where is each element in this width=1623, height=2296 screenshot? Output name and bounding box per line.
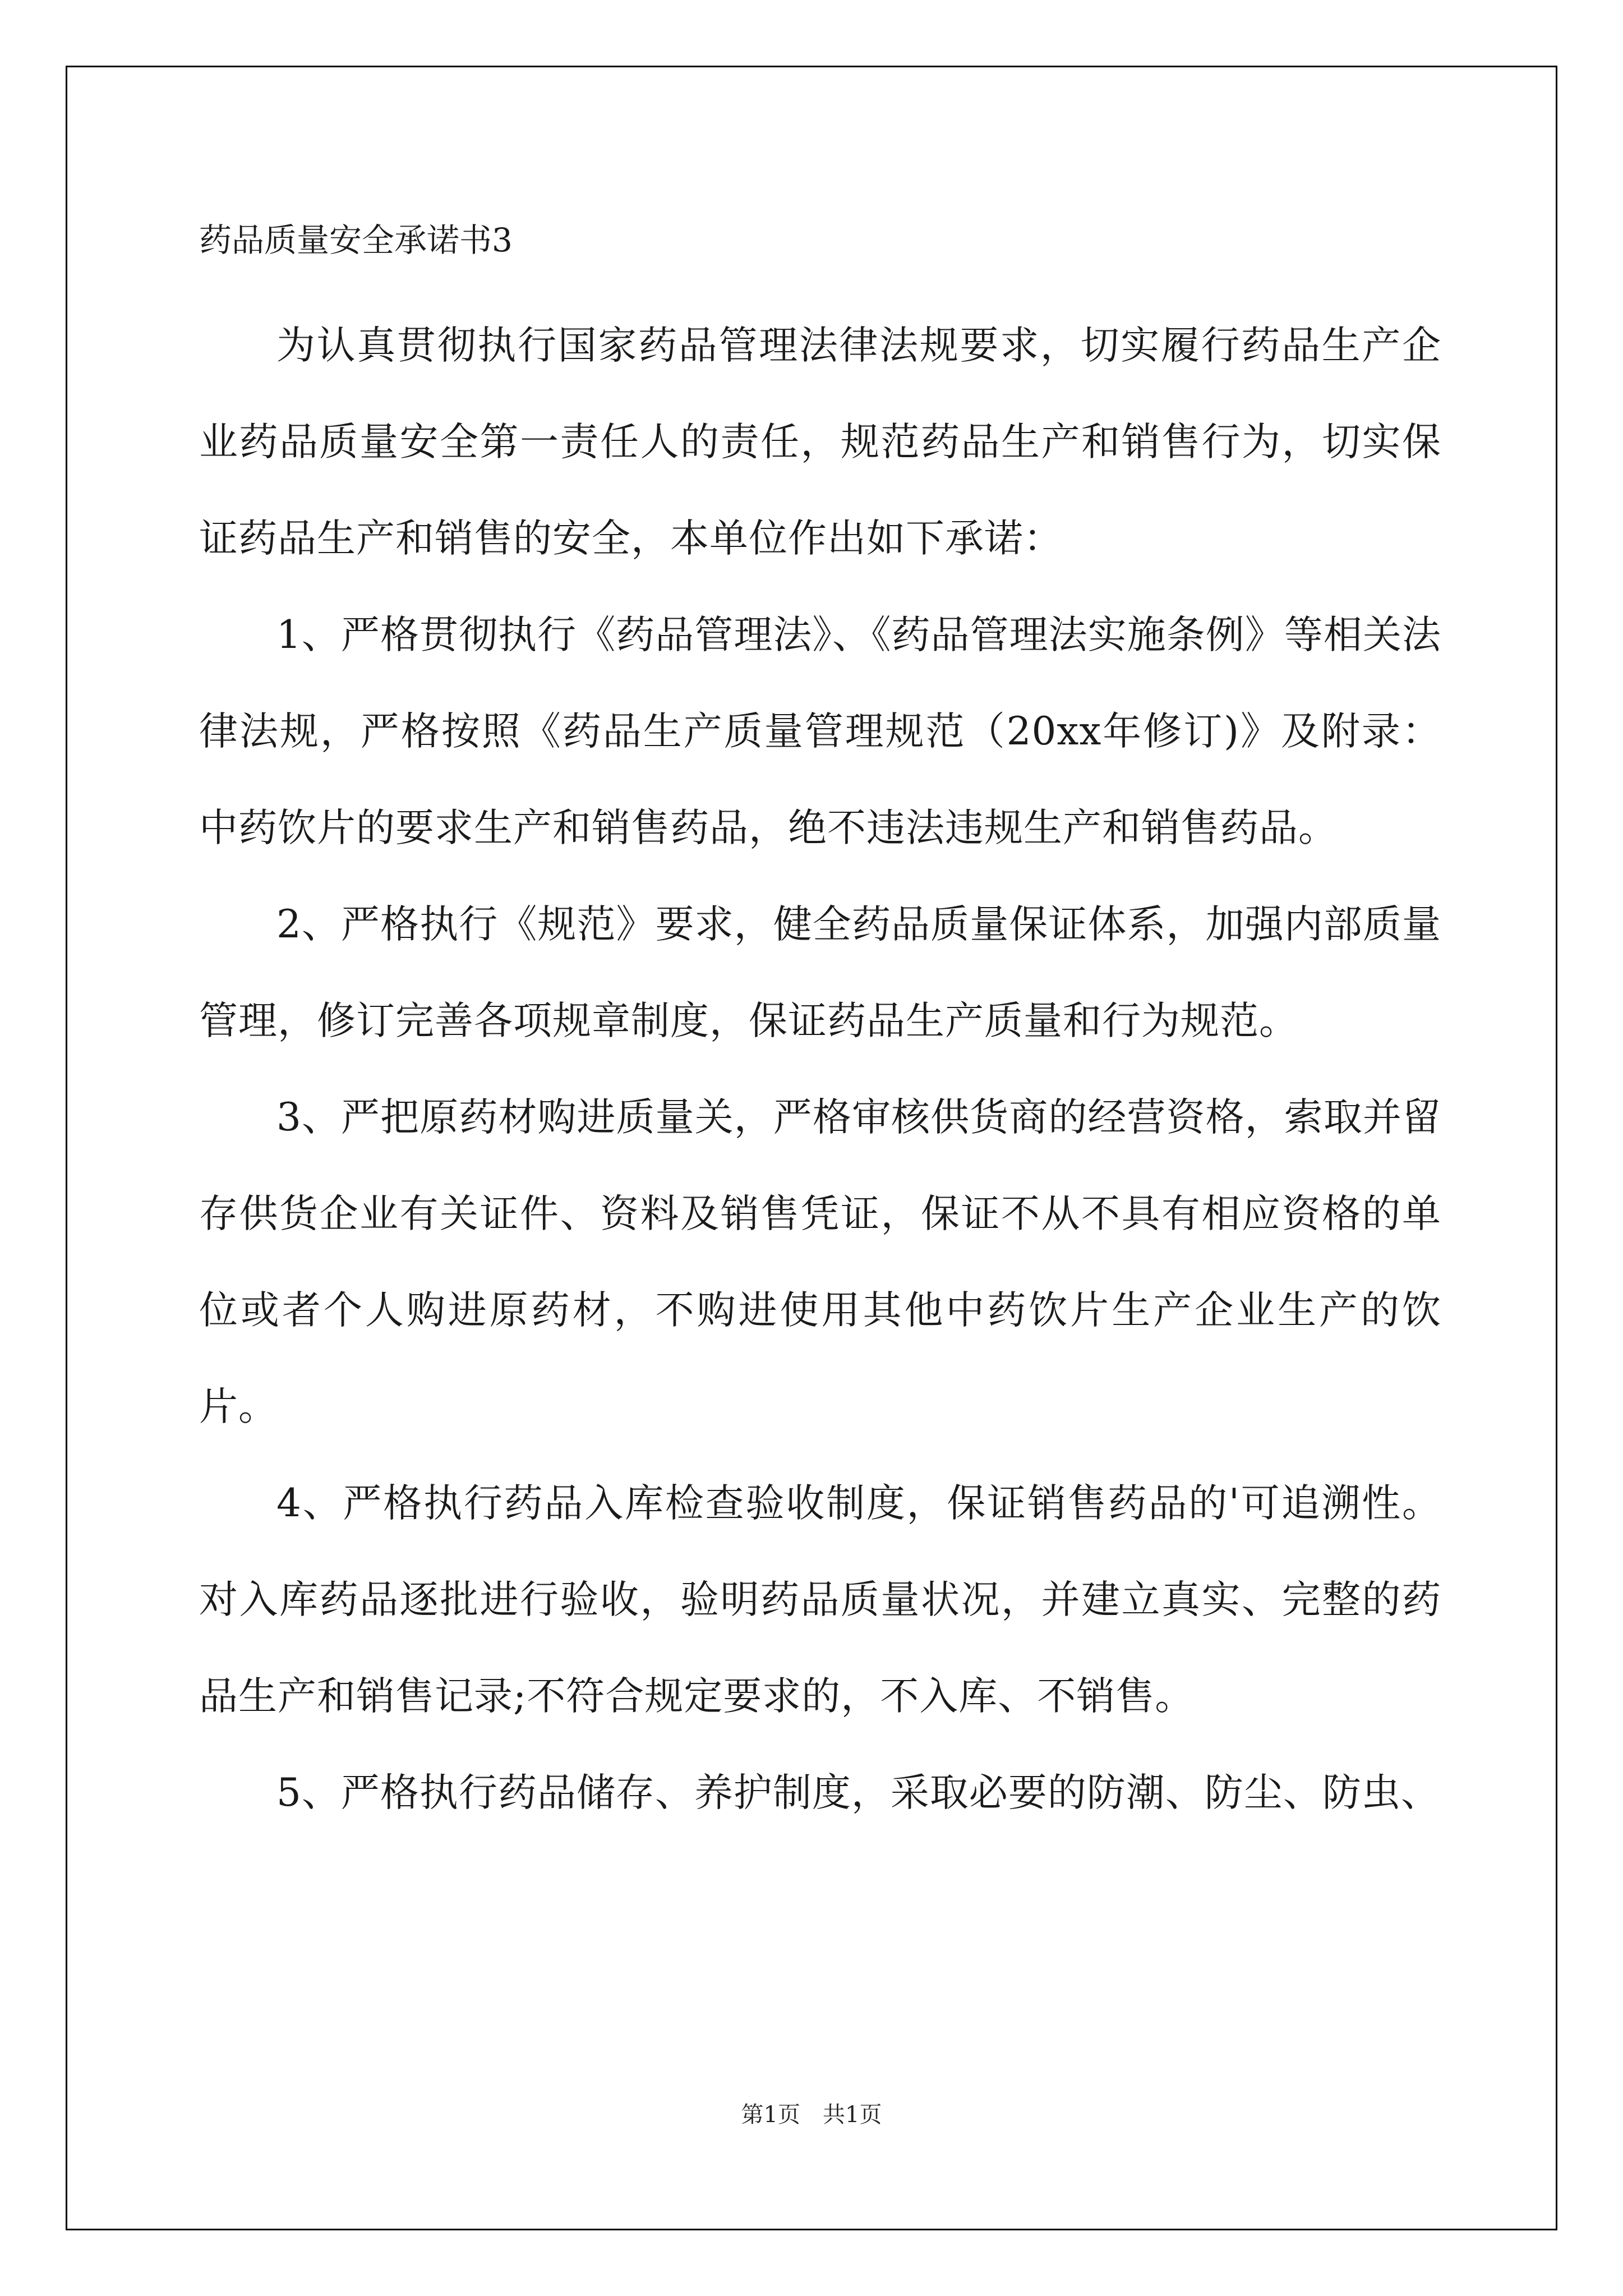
document-title: 药品质量安全承诺书3 bbox=[199, 221, 513, 259]
paragraph-item-1: 1、严格贯彻执行《药品管理法》、《药品管理法实施条例》等相关法律法规，严格按照《药品生产质量管理规范（20xx年修订)》及附录：中药饮片的要求生产和销售药品，绝不违法违规生产和销售药品。 bbox=[199, 613, 1441, 850]
paragraph-intro: 为认真贯彻执行国家药品管理法律法规要求，切实履行药品生产企业药品质量安全第一责任人的责任，规范药品生产和销售行为，切实保证药品生产和销售的安全，本单位作出如下承诺： bbox=[199, 323, 1441, 561]
paragraph-item-3: 3、严把原药材购进质量关，严格审核供货商的经营资格，索取并留存供货企业有关证件、资料及销售凭证，保证不从不具有相应资格的单位或者个人购进原药材，不购进使用其他中药饮片生产企业生产的饮片。 bbox=[199, 1095, 1441, 1429]
paragraph-item-2: 2、严格执行《规范》要求，健全药品质量保证体系，加强内部质量管理，修订完善各项规章制度，保证药品生产质量和行为规范。 bbox=[199, 902, 1441, 1043]
paragraph-item-4: 4、严格执行药品入库检查验收制度，保证销售药品的'可追溯性。对入库药品逐批进行验收，验明药品质量状况，并建立真实、完整的药品生产和销售记录;不符合规定要求的，不入库、不销售。 bbox=[199, 1481, 1441, 1719]
paragraph-item-5: 5、严格执行药品储存、养护制度，采取必要的防潮、防尘、防虫、 bbox=[276, 1770, 1440, 1815]
document-body bbox=[199, 218, 1441, 1841]
page-number-footer: 第1页 共1页 bbox=[741, 2102, 882, 2128]
